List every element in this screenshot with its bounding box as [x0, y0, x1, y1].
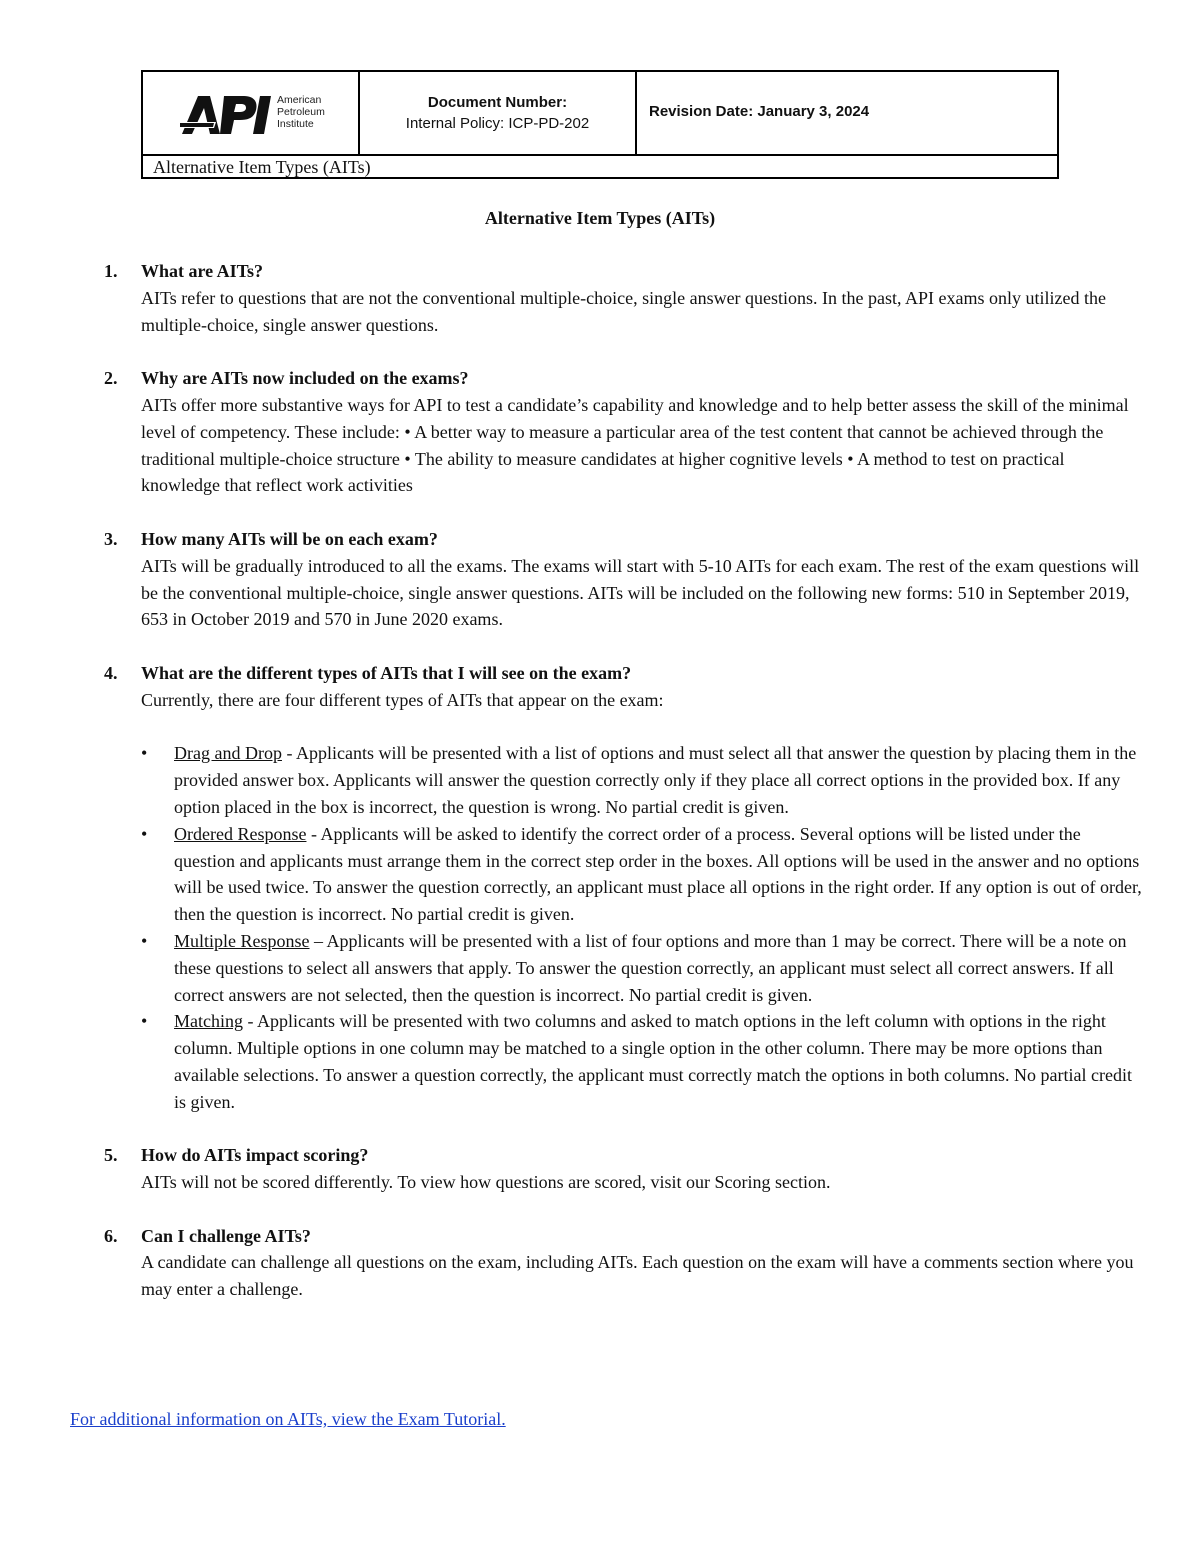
list-item: [141, 1008, 1144, 1115]
faq-item: [104, 660, 1144, 714]
document-header-table: [141, 70, 1059, 179]
list-item: [141, 740, 1144, 820]
page-title: Alternative Item Types (AITs): [484, 208, 716, 228]
faq-answer: AITs offer more substantive ways for API to test a candidate’s capability and knowledge and to help better assess the skill of the minimal level of competency. These include: • A better way to measure a particular area of the test content that cannot be achieved through the traditional multiple-choice structure • The ability to measure candidates at higher cognitive levels • A method to test on practical knowledge that reflect work activities: [141, 394, 1129, 496]
revision-date: Revision Date: January 3, 2024: [649, 103, 870, 120]
list-item: [141, 821, 1144, 928]
header-subtitle: Alternative Item Types (AITs): [153, 157, 371, 177]
bullet-icon: •: [141, 1011, 148, 1032]
faq-item: [104, 1223, 1144, 1303]
faq-item: [104, 1142, 1144, 1196]
logo-text-line: Institute: [277, 118, 314, 130]
ait-type-list: [141, 714, 1144, 1116]
faq-answer: AITs refer to questions that are not the conventional multiple-choice, single answer questions. In the past, API exams only utilized the multiple-choice, single answer questions.: [141, 287, 1107, 335]
faq-list: [104, 258, 1144, 1330]
document-number-cell: [360, 72, 637, 154]
api-logo: [180, 92, 276, 136]
ait-type-term: Drag and Drop: [174, 743, 282, 764]
faq-number: 3.: [104, 528, 118, 549]
document-number-label: Document Number:: [427, 94, 568, 111]
logo-text-line: Petroleum: [277, 106, 325, 118]
faq-item: [104, 526, 1144, 633]
faq-answer: AITs will not be scored differently. To view how questions are scored, visit our Scoring section.: [141, 1172, 831, 1193]
exam-tutorial-link[interactable]: For additional information on AITs, view the Exam Tutorial.: [70, 1409, 506, 1429]
ait-type-description: - Applicants will be asked to identify the correct order of a process. Several options will be listed under the question and applicants must arrange them in the correct step order in the boxes. All options will be used in the answer and no options will be used twice. To answer the question correctly, an applicant must place all options in the right order. If any option is out of order, then the question is incorrect. No partial credit is given.: [174, 823, 1142, 925]
ait-type-description: - Applicants will be presented with a list of options and must select all that answer the question by placing them in the provided answer box. Applicants will answer the question correctly only if they place all correct options in the provided box. If any option placed in the box is incorrect, the question is wrong. No partial credit is given.: [174, 743, 1137, 817]
faq-question: How many AITs will be on each exam?: [141, 528, 438, 549]
bullet-icon: •: [141, 743, 148, 764]
faq-question: Can I challenge AITs?: [141, 1225, 311, 1246]
faq-number: 6.: [104, 1225, 118, 1246]
ait-type-term: Ordered Response: [174, 823, 307, 844]
faq-question: What are AITs?: [141, 261, 264, 281]
logo-text: [277, 94, 325, 130]
faq-question: What are the different types of AITs that I will see on the exam?: [141, 662, 632, 683]
faq-number: 1.: [104, 261, 118, 281]
revision-date-cell: [637, 72, 1057, 154]
faq-question: Why are AITs now included on the exams?: [141, 368, 469, 389]
header-top-row: [143, 72, 1057, 156]
faq-answer: Currently, there are four different types of AITs that appear on the exam:: [141, 689, 664, 710]
faq-item: [104, 258, 1144, 338]
ait-type-term: Matching: [174, 1011, 243, 1032]
ait-type-description: – Applicants will be presented with a list of four options and more than 1 may be correct. There will be a note on these questions to select all answers that apply. To answer the question correctly, an applicant must select all correct answers. If all correct answers are not selected, then the question is incorrect. No partial credit is given.: [174, 930, 1127, 1005]
faq-number: 4.: [104, 662, 118, 683]
ait-type-description: - Applicants will be presented with two columns and asked to match options in the left column with options in the right column. Multiple options in one column may be matched to a single option in the other column. There may be more options than available selections. To answer a question correctly, the applicant must correctly match the options in both columns. No partial credit is given.: [174, 1011, 1132, 1112]
faq-number: 2.: [104, 368, 118, 389]
faq-item: [104, 365, 1144, 499]
faq-number: 5.: [104, 1145, 118, 1166]
bullet-icon: •: [141, 823, 148, 844]
logo-text-line: American: [277, 94, 322, 106]
faq-answer: AITs will be gradually introduced to all the exams. The exams will start with 5-10 AITs for each exam. The rest of the exam questions will be the conventional multiple-choice, single answer questions. AITs will be included on the following new forms: 510 in September 2019, 653 in October 2019 and 570 in June 2020 exams.: [141, 555, 1140, 630]
faq-question: How do AITs impact scoring?: [141, 1145, 369, 1166]
ait-type-term: Multiple Response: [174, 930, 310, 951]
bullet-icon: •: [141, 930, 148, 951]
document-number-value: Internal Policy: ICP-PD-202: [405, 115, 590, 132]
logo-cell: [143, 72, 360, 154]
list-item: [141, 928, 1144, 1008]
faq-answer: A candidate can challenge all questions on the exam, including AITs. Each question on the exam will have a comments section where you may enter a challenge.: [141, 1252, 1134, 1300]
